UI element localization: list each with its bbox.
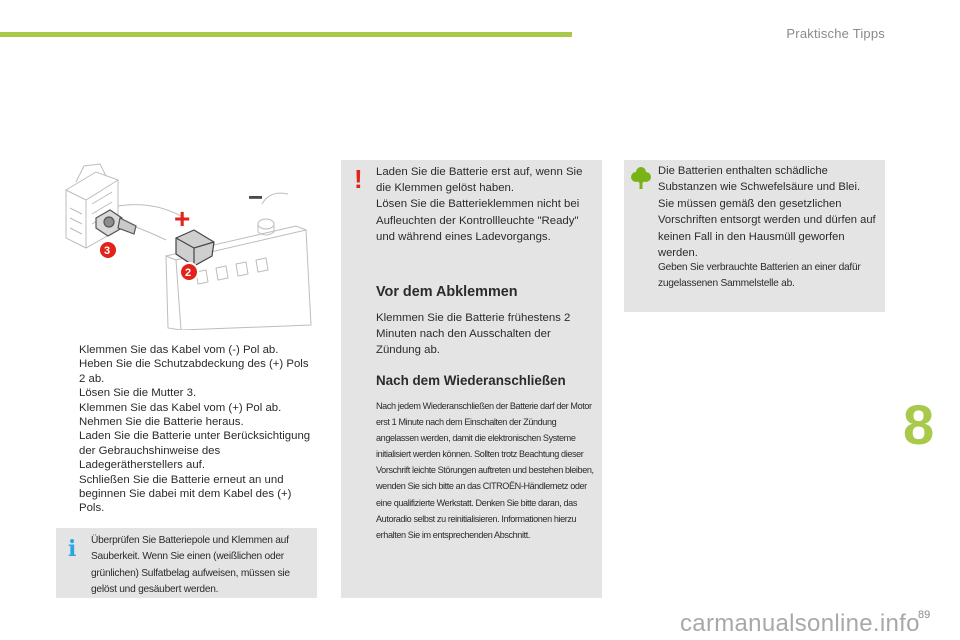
plus-label: + [174,203,191,234]
heading-nach-dem-wiederanschliessen: Nach dem Wiederanschließen [376,373,566,388]
battery-illustration [56,160,318,330]
tree-icon [630,166,652,190]
list-item: Heben Sie die Schutzabdeckung des (+) Pols 2 ab. [79,358,309,385]
environment-text-2: Geben Sie verbrauchte Batterien an einer dafür zugelassenen Sammelstelle ab. [658,262,861,290]
list-item: Lösen Sie die Mutter 3. [79,387,197,400]
list-item: Schließen Sie die Batterie erneut an und beginnen Sie dabei mit dem Kabel des (+) Pols. [79,473,292,515]
text-nach-dem-wiederanschliessen: Nach jedem Wiederanschließen der Batterie darf der Motor erst 1 Minute nach dem Einschalten der Zündung angelassen werden, damit die elektronischen Systeme initialisiert werden können. Sollten trotz Beachtung dieser Vorschrift leichte Störungen auftreten und bestehen bleiben, wenden Sie sich bitte an das CITROËN-Händlernetz oder eine qualifizierte Werkstatt. Denken Sie bitte daran, das Autoradio selbst zu reinitialisieren. Informationen hierzu erhalten Sie im entsprechenden Abschnitt. [376,401,594,540]
chapter-number: 8 [903,393,935,456]
warning-text [376,164,588,245]
warning-box [341,160,602,598]
info-icon: i [68,536,77,562]
warning-text-1: Laden Sie die Batterie erst auf, wenn Sie die Klemmen gelöst haben. [376,166,583,195]
list-item: Klemmen Sie das Kabel vom (-) Pol ab. [79,344,279,356]
list-item: Nehmen Sie die Batterie heraus. [79,416,244,429]
callout-2 [180,263,198,281]
info-box [56,528,317,598]
header-accent-bar [0,32,572,37]
environment-text-1: Die Batterien enthalten schädliche Substanzen wie Schwefelsäure und Blei. Sie müssen gemäß den gesetzlichen Vorschriften entsorgt werden und dürfen auf keinen Fall in den Hausmüll geworfen werden. [658,165,876,260]
svg-text:2: 2 [185,267,192,279]
callout-3 [99,241,117,259]
environment-box [624,160,885,312]
svg-text:3: 3 [104,245,111,257]
list-item: Laden Sie die Batterie unter Berücksichtigung der Gebrauchshinweise des Ladegerätherstellers auf. [79,430,311,472]
text-vor-dem-abklemmen: Klemmen Sie die Batterie frühestens 2 Minuten nach den Ausschalten der Zündung ab. [376,312,571,356]
watermark: carmanualsonline.info [680,610,920,637]
info-text: Überprüfen Sie Batteriepole und Klemmen auf Sauberkeit. Wenn Sie einen (weißlichen oder grünlichen) Sulfatbelag aufweisen, müssen sie gelöst und gesäubert werden. [91,535,290,596]
warning-icon: ! [354,164,363,194]
page-number: 89 [918,609,931,621]
minus-label: − [248,182,264,212]
section-title: Praktische Tipps [786,26,885,41]
list-item: Klemmen Sie das Kabel vom (+) Pol ab. [79,401,282,414]
step-list [62,343,317,516]
heading-vor-dem-abklemmen: Vor dem Abklemmen [376,284,518,300]
warning-text-2: Lösen Sie die Batterieklemmen nicht bei Aufleuchten der Kontrollleuchte "Ready" und während eines Ladevorgangs. [376,198,580,243]
